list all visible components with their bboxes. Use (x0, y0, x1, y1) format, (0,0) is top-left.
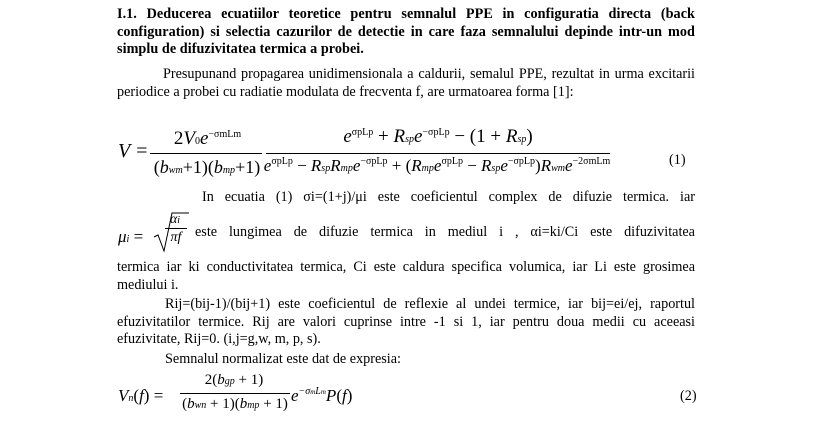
paragraph-intro: Presupunand propagarea unidimensionala a caldurii, semalul PPE, rezultat in urma excitarii periodice a probei cu radiatie modulata de frecventa f, are urmatoarea forma [1]: (117, 66, 695, 100)
eq1-number: (1) (669, 152, 686, 168)
paragraph-mu-intro: In ecuatia (1) σi=(1+j)/μi este coeficientul complex de difuzie termica. iar (202, 189, 695, 205)
paragraph-reflection: Rij=(bij-1)/(bij+1) este coeficientul de reflexie al undei termice, iar bij=ei/ej, raportul efuzivitatilor termice. Rij are valori cuprinse intre -1 si 1, iar pentru doua medii cu aceeasi efuzivitate, Rij=0. (i,j=g,w, m, p, s). (117, 296, 695, 347)
section-heading: I.1. Deducerea ecuatiilor teoretice pentru semnalul PPE in configuratia directa (back configuration) si selectia cazurilor de detectie in care faza semnalului depinde intr-un mod simplu de difuzivitatea termica a probei. (117, 6, 695, 57)
paragraph-normalized: Semnalul normalizat este dat de expresia: (165, 351, 401, 367)
eq1-numerator-1: $2V0e^{-\sigma mLm}$ (173, 128, 242, 149)
eq2-denominator: (bwn + 1)(bmp + 1) (182, 396, 288, 412)
eq1-denominator-2: $e^{\sigma pLp}$ − RspRmpe$^{-\sigma pLp}$ + (Rmpe$^{\sigma pLp}$ − Rspe$^{-\sigma pLp}$)Rwme$^{-2\sigma mLm}$ (263, 156, 611, 175)
eq1-lhs: V = (118, 140, 149, 162)
eq2-rhs: $e^{-\sigma mLm}P(f)$ (291, 386, 353, 405)
eq1-denominator-1: (bwm+1)(bmp+1) (153, 157, 261, 177)
eq2-fraction-bar (180, 393, 290, 394)
mu-lhs: μi = (118, 227, 144, 246)
mu-denominator: πf (170, 230, 182, 245)
eq1-fraction-bar-1 (150, 153, 262, 154)
paragraph-conductivity: termica iar ki conductivitatea termica, Ci este caldura specifica volumica, iar Li este grosimea mediului i. (117, 259, 695, 293)
eq2-number: (2) (680, 388, 697, 404)
mu-numerator: αi (169, 212, 181, 227)
eq2-lhs: Vn(f) = (118, 386, 164, 405)
eq1-fraction-bar-2 (266, 153, 610, 154)
eq1-numerator-2: $e^{\sigma pLp}$ + Rspe$^{-\sigma pLp}$ − (1 + Rsp) (343, 126, 533, 147)
mu-fraction-bar (165, 228, 187, 229)
eq2-numerator: 2(bgp + 1) (204, 372, 264, 388)
paragraph-mu-rest: este lungimea de difuzie termica in mediul i , αi=ki/Ci este difuzivitatea (195, 224, 695, 240)
